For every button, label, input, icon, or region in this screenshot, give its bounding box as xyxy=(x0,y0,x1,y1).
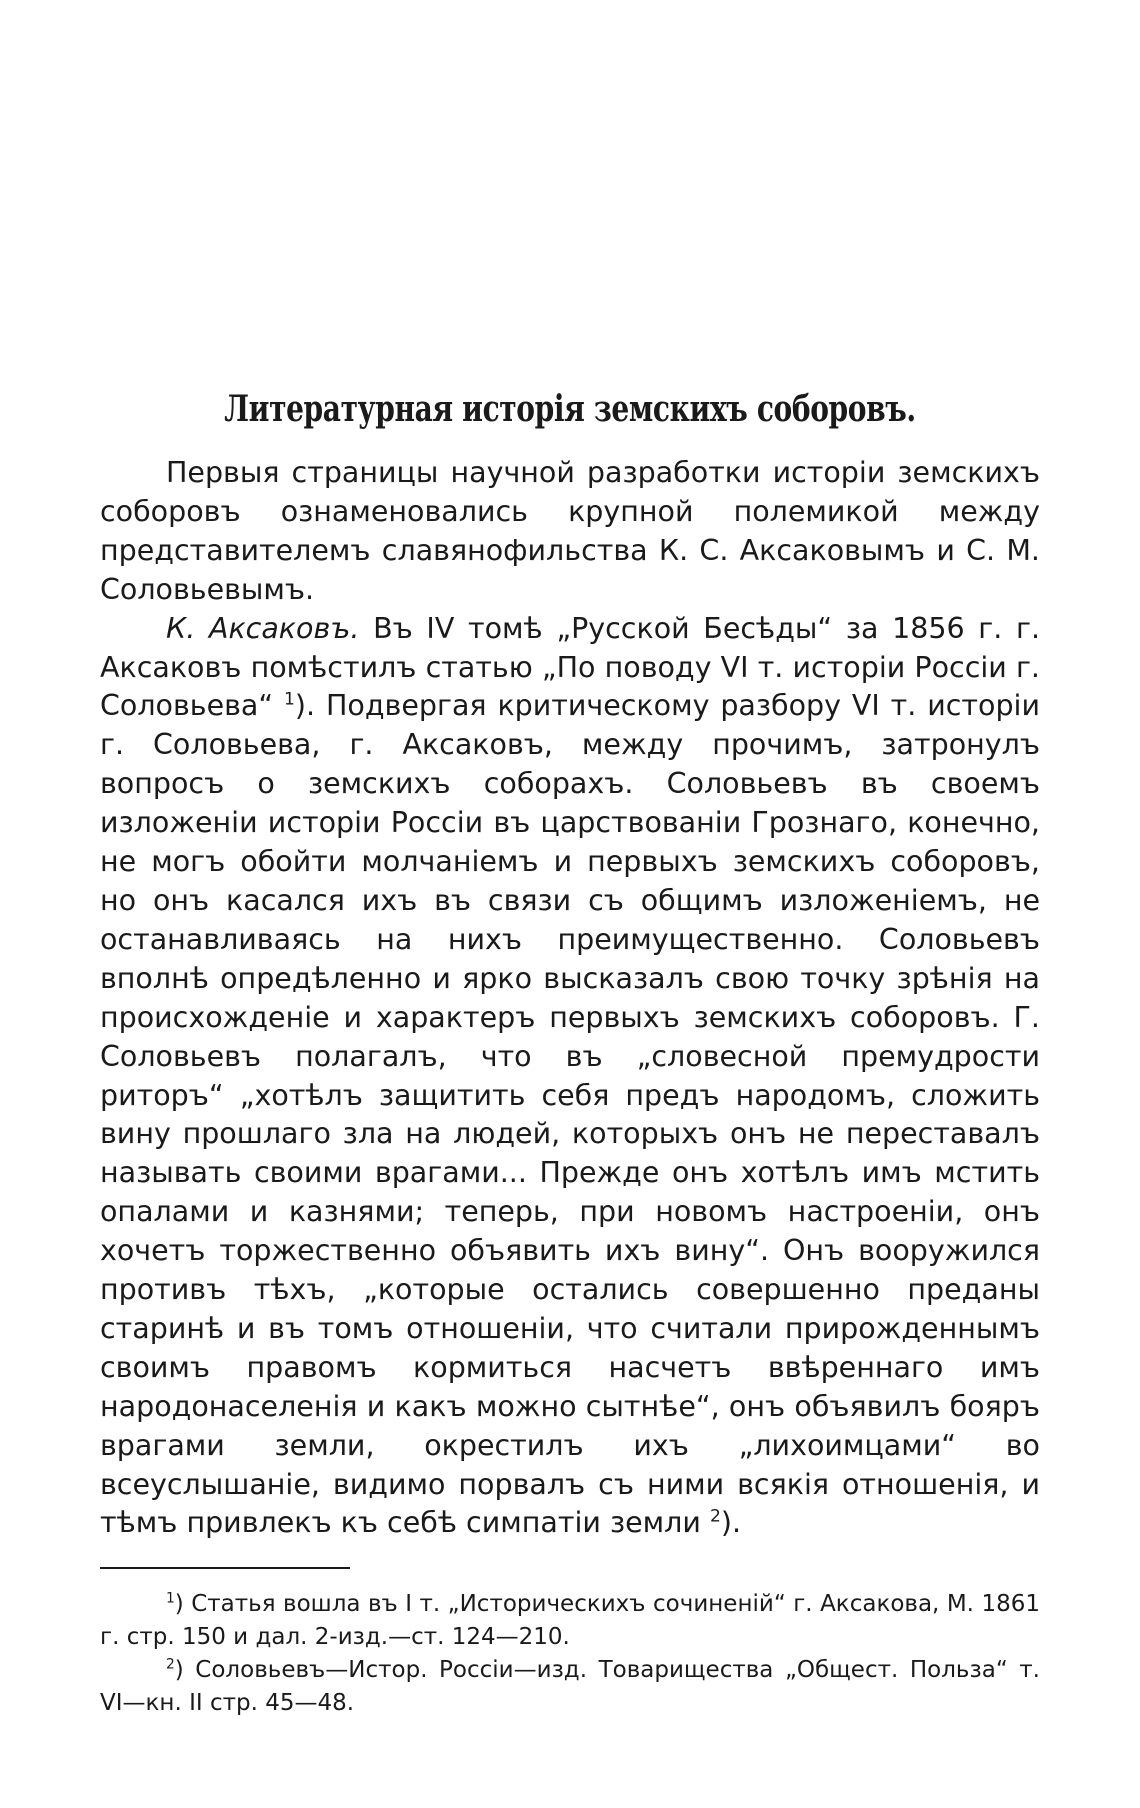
footnote-mark-1: 1 xyxy=(166,1590,175,1607)
footnote-1-text: ) Статья вошла въ I т. „Историческихъ сочиненій“ г. Аксакова, М. 1861 г. стр. 150 и дал. 2-изд.—ст. 124—210. xyxy=(100,1591,1040,1650)
paragraph-1: Первыя страницы научной разработки исторіи земскихъ соборовъ ознаменовались крупной полемикой между представителемъ славянофильства К. С. Аксаковымъ и С. М. Соловьевымъ. xyxy=(100,456,1040,606)
footnote-1 xyxy=(100,1588,1040,1654)
footnote-ref-1[interactable]: 1 xyxy=(284,689,295,710)
footnotes xyxy=(100,1588,1040,1720)
footnote-ref-2[interactable]: 2 xyxy=(709,1506,721,1527)
page-title: Литературная исторія земскихъ соборовъ. xyxy=(224,388,916,430)
paragraph-2 xyxy=(100,610,1040,1544)
paragraph-lead: К. Аксаковъ. xyxy=(166,611,360,645)
paragraph-2-part-2: ). Подвергая критическому разбору VI т. исторіи г. Соловьева, г. Аксаковъ, между прочимъ, затронулъ вопросъ о земскихъ соборахъ. Соловьевъ въ своемъ изложеніи исторіи Россіи въ царствованіи Грознаго, конечно, не могъ обойти молчаніемъ и первыхъ земскихъ соборовъ, но онъ касался ихъ въ связи съ общимъ изложеніемъ, не останавливаясь на нихъ преимущественно. Соловьевъ вполнѣ опредѣленно и ярко высказалъ свою точку зрѣнія на происхожденіе и характеръ первыхъ земскихъ соборовъ. Г. Соловьевъ полагалъ, что въ „словесной премудрости риторъ“ „хотѣлъ защитить себя предъ народомъ, сложить вину прошлаго зла на людей, которыхъ онъ не переставалъ называть своими врагами... Прежде онъ хотѣлъ имъ мстить опалами и казнями; теперь, при новомъ настроеніи, онъ хочетъ торжественно объявить ихъ вину“. Онъ вооружился противъ тѣхъ, „которые остались совершенно преданы старинѣ и въ томъ отношеніи, что считали прирожденнымъ своимъ правомъ кормиться насчетъ ввѣреннаго имъ народонаселенія и какъ можно сытнѣе“, онъ объявилъ бояръ врагами земли, окрестилъ ихъ „лихоимцами“ во всеуслышаніе, видимо порвалъ съ ними всякія отношенія, и тѣмъ привлекъ къ себѣ симпатіи земли xyxy=(100,689,1040,1540)
footnote-2 xyxy=(100,1654,1040,1720)
footnote-2-text: ) Соловьевъ—Истор. Россіи—изд. Товарищества „Общест. Польза“ т. VI—кн. II стр. 45—48. xyxy=(100,1657,1040,1716)
footnote-divider xyxy=(100,1567,350,1569)
paragraph-2-part-3: ). xyxy=(720,1506,742,1540)
footnote-mark-2: 2 xyxy=(166,1656,175,1673)
paragraph-2-part-1: Въ IV томѣ „Русской Бесѣды“ за 1856 г. г. Аксаковъ помѣстилъ статью „По поводу VI т. исторіи Россіи г. Соловьева“ xyxy=(100,611,1040,723)
main-text xyxy=(100,454,1040,1543)
